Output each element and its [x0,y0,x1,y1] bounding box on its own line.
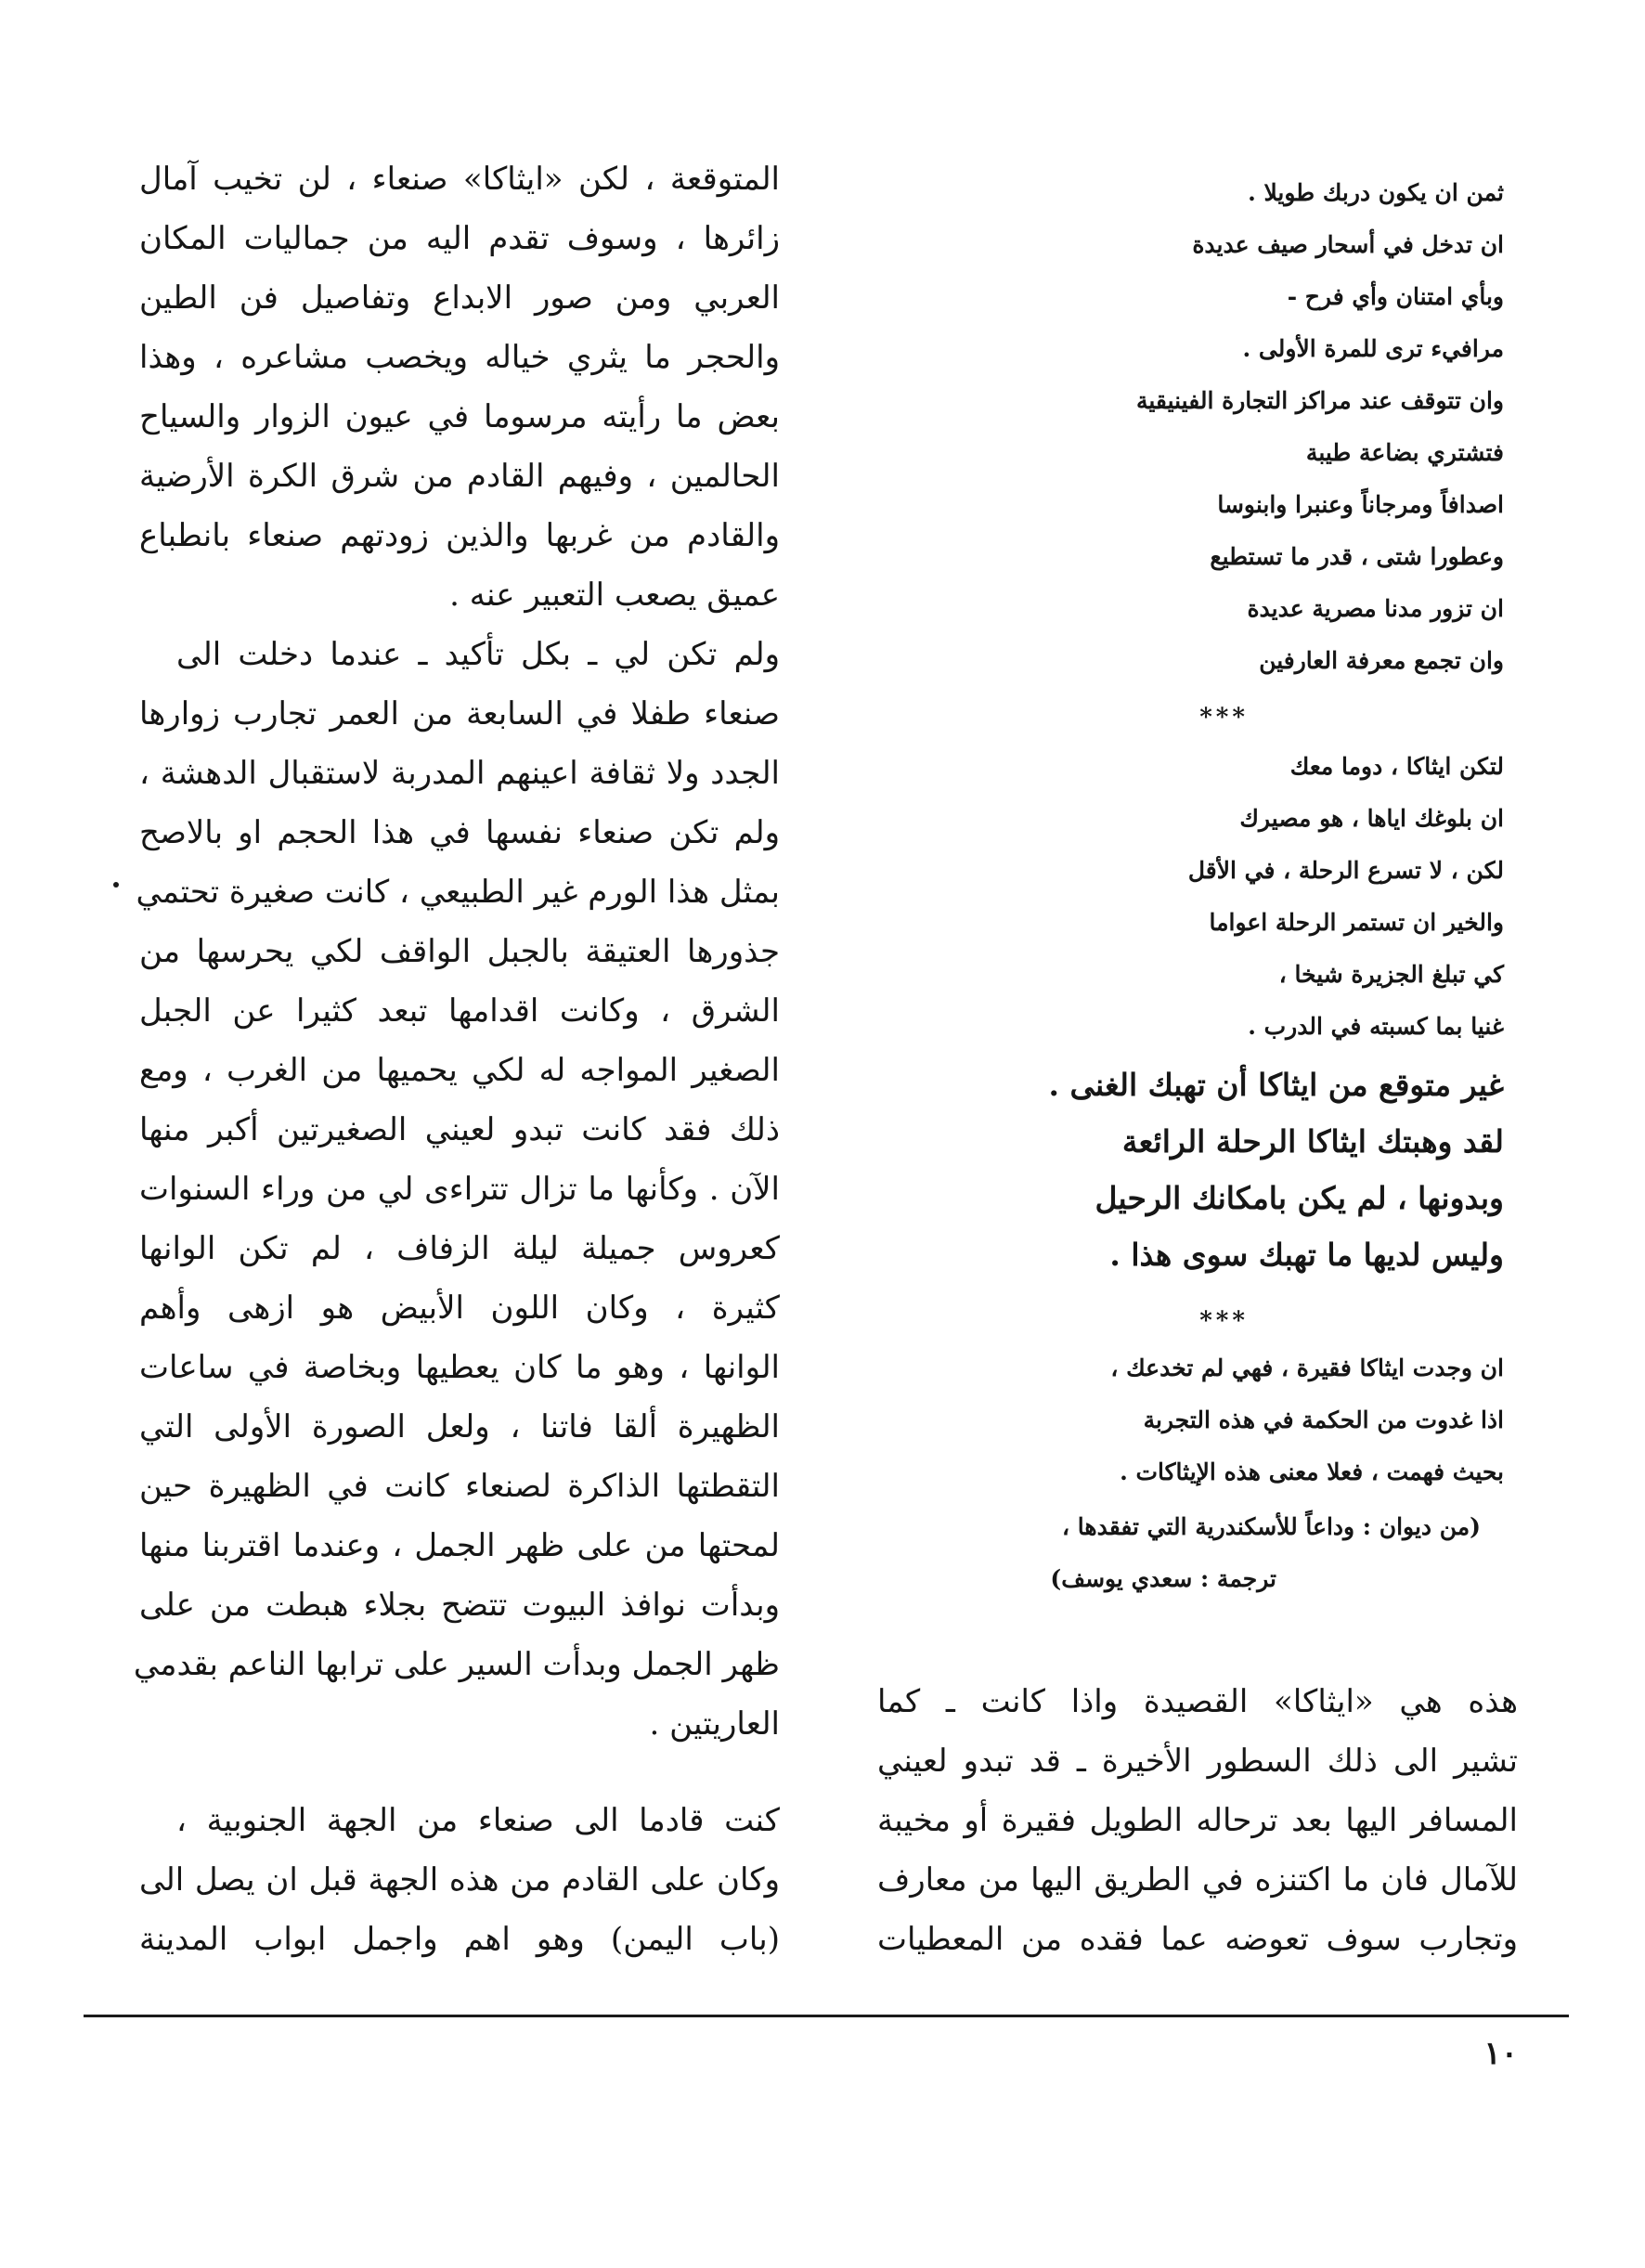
poem-line: كي تبلغ الجزيرة شيخا ، [1278,961,1504,988]
prose-line: ولم تكن صنعاء نفسها في هذا الحجم او بالاصح [139,814,780,851]
prose-line: زائرها ، وسوف تقدم اليه من جماليات المكان [139,220,780,257]
prose-line: ولم تكن لي ـ بكل تأكيد ـ عندما دخلت الى [176,636,780,673]
prose-line: الصغير المواجه له لكي يحميها من الغرب ، ومع [139,1052,780,1089]
prose-line: الآن . وكأنها ما تزال تتراءى لي من وراء السنوات [139,1171,780,1208]
margin-mark [113,882,119,888]
source-line: (من ديوان : وداعاً للأسكندرية التي تفقدها ، [1062,1513,1481,1540]
poem-line-bold: وليس لديها ما تهبك سوى هذا . [1109,1237,1504,1273]
poem-line: ان وجدت ايثاكا فقيرة ، فهي لم تخدعك ، [1110,1354,1504,1381]
prose-line: والقادم من غربها والذين زودتهم صنعاء بانطباع [139,517,780,554]
prose-line: صنعاء طفلا في السابعة من العمر تجارب زوارها [139,695,780,732]
prose-line: العربي ومن صور الابداع وتفاصيل فن الطين [139,279,780,317]
prose-line: الجدد ولا ثقافة اعينهم المدربة لاستقبال الدهشة ، [139,755,780,792]
poem-line: ثمن ان يكون دربك طويلا . [1248,179,1504,206]
poem-line: لكن ، لا تسرع الرحلة ، في الأقل [1187,857,1504,884]
poem-line: لتكن ايثاكا ، دوما معك [1289,753,1504,780]
prose-line: للآمال فان ما اكتنزه في الطريق اليها من معارف [877,1861,1518,1899]
footer-divider [84,2015,1569,2017]
prose-line: وكان على القادم من هذه الجهة قبل ان يصل الى [139,1861,780,1899]
prose-line: تشير الى ذلك السطور الأخيرة ـ قد تبدو لعيني [877,1743,1518,1780]
poem-line: وان تجمع معرفة العارفين [1259,647,1504,674]
prose-line: هذه هي «ايثاكا» القصيدة واذا كانت ـ كما [877,1683,1518,1720]
poem-line: مرافيء ترى للمرة الأولى . [1242,335,1504,362]
poem-line: ان بلوغك اياها ، هو مصيرك [1239,805,1504,832]
stanza-separator: *** [1199,1307,1249,1335]
poem-line: ان تدخل في أسحار صيف عديدة [1192,231,1504,258]
poem-line: والخير ان تستمر الرحلة اعواما [1209,909,1504,936]
prose-line: (باب اليمن) وهو اهم واجمل ابواب المدينة [139,1921,780,1958]
poem-line: وبأي امتنان وأي فرح - [1287,283,1504,310]
prose-line: الظهيرة ألقا فاتنا ، ولعل الصورة الأولى التي [139,1408,780,1445]
prose-line: وتجارب سوف تعوضه عما فقده من المعطيات [877,1921,1518,1958]
poem-line: غنيا بما كسبته في الدرب . [1248,1013,1504,1040]
prose-line: ظهر الجمل وبدأت السير على ترابها الناعم بقدمي [133,1646,780,1683]
prose-line: الحالمين ، وفيهم القادم من شرق الكرة الأرضية [139,458,780,495]
prose-line: الشرق ، وكانت اقدامها تبعد كثيرا عن الجبل [139,992,780,1030]
poem-line: وان تتوقف عند مراكز التجارة الفينيقية [1135,387,1504,414]
poem-line: ان تزور مدنا مصرية عديدة [1247,595,1504,622]
poem-line: اذا غدوت من الحكمة في هذه التجربة [1143,1406,1504,1433]
prose-line: وبدأت نوافذ البيوت تتضح بجلاء هبطت من على [139,1587,780,1624]
stanza-separator: *** [1199,704,1249,732]
prose-line: لمحتها من على ظهر الجمل ، وعندما اقتربنا منها [139,1527,780,1564]
page-number: ١٠ [1483,2035,1518,2072]
prose-line: بعض ما رأيته مرسوما في عيون الزوار والسياح [139,398,780,435]
prose-line: كعروس جميلة ليلة الزفاف ، لم تكن الوانها [139,1230,780,1267]
poem-line-bold: لقد وهبتك ايثاكا الرحلة الرائعة [1121,1123,1504,1160]
prose-line: الوانها ، وهو ما كان يعطيها وبخاصة في ساعات [139,1349,780,1386]
translator-line: ترجمة : سعدي يوسف) [1050,1565,1276,1592]
prose-line: العاريتين . [649,1705,780,1743]
prose-line: التقطتها الذاكرة لصنعاء كانت في الظهيرة حين [139,1468,780,1505]
poem-line: فتشتري بضاعة طيبة [1305,439,1504,466]
prose-line: بمثل هذا الورم غير الطبيعي ، كانت صغيرة تحتمي [136,874,780,911]
prose-line: كنت قادما الى صنعاء من الجهة الجنوبية ، [176,1802,780,1839]
prose-line: جذورها العتيقة بالجبل الواقف لكي يحرسها من [139,933,780,970]
prose-line: المتوقعة ، لكن «ايثاكا» صنعاء ، لن تخيب آمال [139,161,780,198]
poem-line: اصدافاً ومرجاناً وعنبرا وابنوسا [1217,491,1504,518]
prose-line: المسافر اليها بعد ترحاله الطويل فقيرة أو مخيبة [877,1802,1518,1839]
poem-line: بحيث فهمت ، فعلا معنى هذه الإيثاكات . [1120,1458,1504,1485]
prose-line: والحجر ما يثري خياله ويخصب مشاعره ، وهذا [139,339,780,376]
poem-line-bold: غير متوقع من ايثاكا أن تهبك الغنى . [1048,1067,1504,1103]
prose-line: عميق يصعب التعبير عنه . [449,577,780,614]
prose-line: كثيرة ، وكان اللون الأبيض هو ازهى وأهم [139,1290,780,1327]
prose-line: ذلك فقد كانت تبدو لعيني الصغيرتين أكبر منها [139,1111,780,1148]
poem-line-bold: وبدونها ، لم يكن بامكانك الرحيل [1095,1180,1504,1216]
poem-line: وعطورا شتى ، قدر ما تستطيع [1210,543,1504,570]
